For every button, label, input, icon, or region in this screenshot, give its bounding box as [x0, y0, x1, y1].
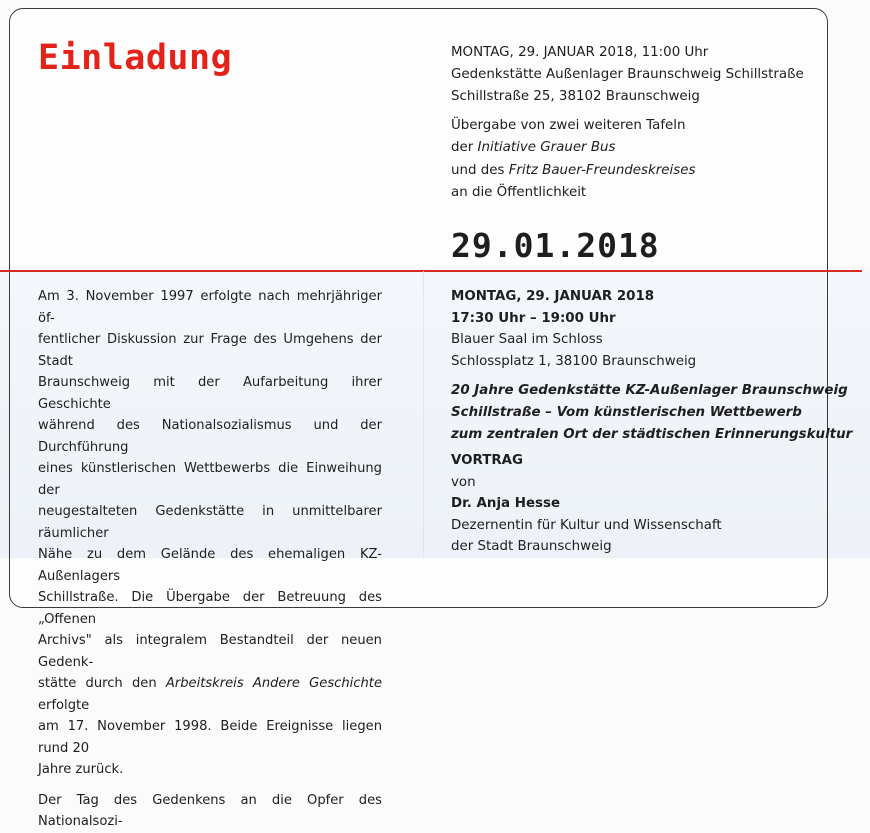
association-name: Fritz Bauer-Freundeskreises	[508, 162, 696, 178]
initiative-name: Initiative Grauer Bus	[477, 140, 616, 156]
fold-line	[423, 271, 424, 558]
event1-date-time: MONTAG, 29. JANUAR 2018, 11:00 Uhr	[451, 45, 709, 60]
text-line: Jahre zurück.	[38, 762, 124, 777]
invitation-title: Einladung	[38, 38, 233, 78]
speaker-name: Dr. Anja Hesse	[451, 496, 561, 511]
event2-venue: Blauer Saal im Schloss	[451, 332, 603, 347]
event1-desc-line2	[451, 137, 695, 159]
event1-desc-line4: an die Öffentlichkeit	[451, 184, 587, 200]
text-line: am 17. November 1998. Beide Ereignisse liegen rund 20	[38, 719, 382, 756]
lecture-label: VORTRAG	[451, 453, 524, 468]
event2-time: 17:30 Uhr – 19:00 Uhr	[451, 310, 616, 326]
paragraph-1	[38, 286, 382, 781]
big-date: 29.01.2018	[451, 226, 660, 265]
talk-title-line1: 20 Jahre Gedenkstätte KZ-Außenlager Braunschweig	[451, 383, 848, 398]
working-group-name: Arbeitskreis Andere Geschichte	[165, 676, 382, 691]
text-line: Der Tag des Gedenkens an die Opfer des Nationalsozi-	[38, 792, 382, 829]
history-text	[38, 286, 382, 833]
paragraph-2	[38, 790, 382, 833]
text-segment: erfolgte	[38, 697, 90, 713]
event2-date: MONTAG, 29. JANUAR 2018	[451, 289, 655, 304]
event1-address: Schillstraße 25, 38102 Braunschweig	[451, 89, 700, 104]
desc-text: der	[451, 140, 478, 156]
text-line: eines künstlerischen Wettbewerbs die Einweihung der	[38, 461, 382, 498]
text-segment: stätte durch den	[38, 676, 166, 691]
speaker-role2: der Stadt Braunschweig	[451, 539, 612, 554]
event1-desc-line1: Übergabe von zwei weiteren Tafeln	[451, 118, 686, 133]
desc-text: und des	[451, 162, 509, 178]
event1-venue: Gedenkstätte Außenlager Braunschweig Schillstraße	[451, 67, 804, 82]
event1-description	[451, 115, 695, 204]
text-line: Nähe zu dem Gelände des ehemaligen KZ-Außenlagers	[38, 547, 382, 584]
text-line: Braunschweig mit der Aufarbeitung ihrer Geschichte	[38, 375, 382, 412]
text-line: Schillstraße. Die Übergabe der Betreuung des „Offenen	[38, 590, 382, 627]
lecture-by: von	[451, 474, 476, 490]
text-line: während des Nationalsozialismus und der Durchführung	[38, 418, 382, 455]
event2-details	[451, 286, 696, 372]
event2-address: Schlossplatz 1, 38100 Braunschweig	[451, 353, 697, 369]
talk-title-line2: Schillstraße – Vom künstlerischen Wettbewerb	[451, 405, 802, 420]
text-line: neugestalteten Gedenkstätte in unmittelbarer räumlicher	[38, 504, 382, 541]
text-line	[38, 673, 382, 716]
event1-desc-line3	[451, 160, 695, 182]
talk-title	[451, 380, 852, 446]
event1-details	[451, 42, 804, 108]
lecture-details	[451, 450, 722, 558]
text-line: fentlicher Diskussion zur Frage des Umgehens der Stadt	[38, 332, 382, 369]
text-line: Am 3. November 1997 erfolgte nach mehrjähriger öf-	[38, 289, 382, 326]
talk-title-line3: zum zentralen Ort der städtischen Erinnerungskultur	[451, 427, 853, 442]
text-line: Archivs" als integralem Bestandteil der neuen Gedenk-	[38, 633, 382, 670]
speaker-role1: Dezernentin für Kultur und Wissenschaft	[451, 517, 722, 533]
red-divider-line	[0, 270, 862, 272]
